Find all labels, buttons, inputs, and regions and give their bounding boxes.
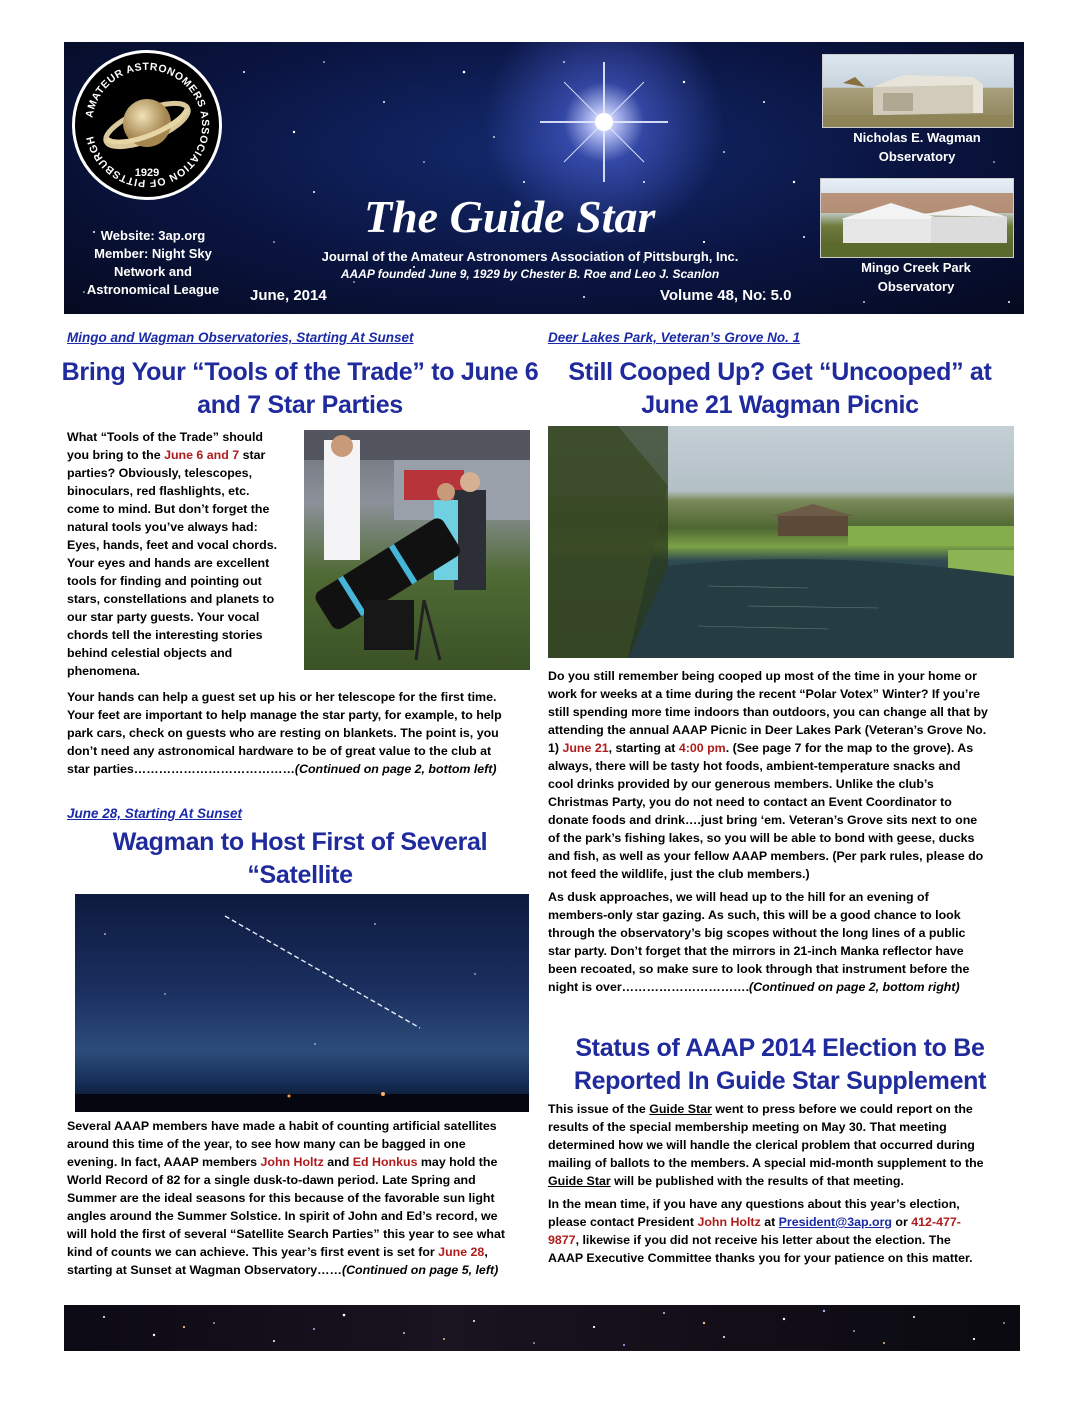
text-line bbox=[548, 1100, 1020, 1118]
text-span: may hold the bbox=[417, 1155, 498, 1169]
text-line: around this time of the year, to see how many can be bagged in one bbox=[67, 1137, 466, 1151]
text-line: World Record of 82 for a single dusk-to-dawn period. Late Spring and bbox=[67, 1173, 476, 1187]
article4-headline bbox=[540, 1032, 1020, 1098]
text-line bbox=[548, 739, 1020, 757]
event-date: June 28 bbox=[438, 1245, 485, 1259]
headline-line: June 21 Wagman Picnic bbox=[641, 391, 919, 419]
text-line: always, there will be tasty hot foods, ambient-temperature snacks and bbox=[548, 759, 961, 773]
text-line: attending the annual AAAP Picnic in Deer Lakes Park (Veteran’s Grove No. bbox=[548, 723, 987, 737]
text-span: please contact President bbox=[548, 1215, 698, 1229]
caption-line: Nicholas E. Wagman bbox=[853, 130, 981, 145]
text-span: and bbox=[323, 1155, 353, 1169]
text-line: Christmas Party, you do not need to contact an Event Coordinator to bbox=[548, 795, 952, 809]
caption-line: Observatory bbox=[877, 279, 955, 294]
aaap-logo bbox=[72, 50, 222, 200]
text-line: Several AAAP members have made a habit of counting artificial satellites bbox=[67, 1119, 497, 1133]
headline-line: and 7 Star Parties bbox=[197, 391, 403, 419]
text-line: stars, constellations and planets to bbox=[67, 592, 275, 606]
text-span: you bring to the bbox=[67, 448, 165, 462]
headline-line: Wagman to Host First of Several “Satellite bbox=[112, 828, 488, 889]
text-line: What “Tools of the Trade” should bbox=[67, 430, 263, 444]
footer-starfield-banner bbox=[64, 1305, 1020, 1351]
text-span: , bbox=[484, 1245, 488, 1259]
continued-link[interactable]: (Continued on page 2, bottom right) bbox=[749, 980, 960, 994]
article2-kicker: June 28, Starting At Sunset bbox=[67, 806, 243, 821]
text-line: Summer are the ideal seasons for this because of the favorable sun light bbox=[67, 1191, 495, 1205]
text-line: Your hands can help a guest set up his or her telescope for the first time. bbox=[67, 690, 497, 704]
text-span: . (See page 7 for the map to the grove). As bbox=[725, 741, 974, 755]
issue-date: June, 2014 bbox=[250, 287, 327, 304]
phone-number: 412-477- bbox=[911, 1215, 961, 1229]
text-line: As dusk approaches, we will head up to the hill for an evening of bbox=[548, 890, 929, 904]
text-line: been recoated, so make sure to look through that instrument before the bbox=[548, 962, 970, 976]
article1-kicker: Mingo and Wagman Observatories, Starting At Sunset bbox=[67, 330, 414, 345]
satellite-trail-photo bbox=[75, 894, 529, 1112]
article1-headline bbox=[60, 356, 540, 422]
member-line: Network and bbox=[113, 264, 192, 279]
text-line: park cars, check on guests who are resting on blankets. The point is, you bbox=[67, 726, 499, 740]
text-span: at bbox=[760, 1215, 779, 1229]
mingo-observatory-photo bbox=[820, 178, 1014, 258]
newsletter-subtitle: Journal of the Amateur Astronomers Association of Pittsburgh, Inc. bbox=[321, 249, 739, 264]
member-line: Member: Night Sky bbox=[94, 246, 212, 261]
text-span: , starting at bbox=[608, 741, 679, 755]
headline-line: Status of AAAP 2014 Election to Be bbox=[575, 1034, 985, 1062]
text-line: Your eyes and hands are excellent bbox=[67, 556, 270, 570]
picnic-date: June 21 bbox=[562, 741, 609, 755]
mingo-caption bbox=[820, 258, 1012, 296]
text-line: binoculars, red flashlights, etc. bbox=[67, 484, 250, 498]
text-span: night is over…………………………. bbox=[548, 980, 750, 994]
text-line: behind celestial objects and bbox=[67, 646, 233, 660]
text-line: Do you still remember being cooped up most of the time in your home or bbox=[548, 669, 977, 683]
founded-line: AAAP founded June 9, 1929 by Chester B. Roe and Leo J. Scanlon bbox=[340, 267, 720, 281]
newsletter-title: The Guide Star bbox=[364, 191, 656, 242]
article2-body bbox=[67, 1117, 537, 1279]
text-line bbox=[67, 760, 537, 778]
issue-volume: Volume 48, No. 5.0 bbox=[660, 287, 792, 304]
text-line: still spending more time indoors than outdoors, you can change all that by bbox=[548, 705, 988, 719]
member-block bbox=[78, 245, 228, 299]
article1-body bbox=[67, 688, 537, 778]
text-line: not feed the wildlife, just the club members.) bbox=[548, 867, 810, 881]
text-line: star party. Don’t forget that the mirrors in 21-inch Manka reflector have bbox=[548, 944, 964, 958]
wagman-caption bbox=[822, 128, 1012, 166]
text-line: through the observatory’s big scopes without the long lines of a public bbox=[548, 926, 966, 940]
text-line: angles around the Summer Solstice. In spirit of John and Ed’s record, we bbox=[67, 1209, 498, 1223]
masthead-banner bbox=[64, 42, 1024, 314]
text-line: AAAP Executive Committee thanks you for your patience on this matter. bbox=[548, 1251, 973, 1265]
text-span: star parties………………………………… bbox=[67, 762, 295, 776]
guide-star-ref: Guide Star bbox=[548, 1174, 611, 1188]
headline-line: Still Cooped Up? Get “Uncooped” at bbox=[568, 358, 992, 386]
text-line: chords tell the interesting stories bbox=[67, 628, 263, 642]
continued-link[interactable]: (Continued on page 2, bottom left) bbox=[294, 762, 497, 776]
text-line: Eyes, hands, feet and vocal chords. bbox=[67, 538, 278, 552]
article4-body bbox=[548, 1100, 1020, 1267]
article3-headline bbox=[540, 356, 1020, 422]
text-line bbox=[548, 978, 1020, 996]
text-line bbox=[548, 1172, 1020, 1190]
article1-intro bbox=[67, 428, 295, 680]
text-line: parties? Obviously, telescopes, bbox=[67, 466, 253, 480]
headline-line: Bring Your “Tools of the Trade” to June 6 bbox=[61, 358, 539, 386]
deer-lakes-photo bbox=[548, 426, 1014, 658]
text-line: mailing of ballots to the members. A special mid-month supplement to the bbox=[548, 1156, 984, 1170]
text-line bbox=[67, 1153, 537, 1171]
text-span: or bbox=[891, 1215, 912, 1229]
president-email-link[interactable]: President@3ap.org bbox=[778, 1215, 892, 1229]
text-span: kind of counts we can achieve. This year’s first event is set for bbox=[67, 1245, 439, 1259]
svg-text:AMATEUR ASTRONOMERS ASSOCIATIO: AMATEUR ASTRONOMERS ASSOCIATION OF PITTSBURGH bbox=[83, 60, 212, 190]
text-line: our star party guests. Your vocal bbox=[67, 610, 260, 624]
text-span: star bbox=[239, 448, 266, 462]
text-line: will hold the first of several “Satellite Search Parties” this year to see what bbox=[67, 1227, 505, 1241]
wagman-observatory-photo bbox=[822, 54, 1014, 128]
phone-number: 9877 bbox=[548, 1233, 576, 1247]
text-line: determined how we will handle the clerical problem that occurred during bbox=[548, 1138, 975, 1152]
guide-star-ref: Guide Star bbox=[649, 1102, 712, 1116]
text-line: come to mind. But don’t forget the bbox=[67, 502, 270, 516]
text-span: will be published with the results of that meeting. bbox=[610, 1174, 904, 1188]
caption-line: Observatory bbox=[878, 149, 956, 164]
text-line: phenomena. bbox=[67, 664, 140, 678]
picnic-time: 4:00 pm bbox=[678, 741, 726, 755]
text-line: members-only star gazing. As such, this will be a good chance to look bbox=[548, 908, 961, 922]
text-line: Your feet are important to help manage the star party, for example, to help bbox=[67, 708, 502, 722]
member-line: Astronomical League bbox=[86, 282, 220, 297]
president-name: John Holtz bbox=[697, 1215, 761, 1229]
text-line: results of the special membership meeting on May 30. That meeting bbox=[548, 1120, 947, 1134]
text-line: tools for finding and pointing out bbox=[67, 574, 262, 588]
text-line: don’t need any astronomical hardware to be of great value to the club at bbox=[67, 744, 492, 758]
member-name: John Holtz bbox=[260, 1155, 324, 1169]
svg-text:1929: 1929 bbox=[134, 167, 160, 179]
continued-link[interactable]: (Continued on page 5, left) bbox=[341, 1263, 499, 1277]
saturn-icon bbox=[75, 53, 219, 197]
article3-kicker: Deer Lakes Park, Veteran’s Grove No. 1 bbox=[548, 330, 801, 345]
member-name: Ed Honkus bbox=[352, 1155, 418, 1169]
text-line: and fish, as well as your fellow AAAP members. (Per park rules, please do bbox=[548, 849, 984, 863]
text-span: This issue of the bbox=[548, 1102, 650, 1116]
text-line: of the park’s fishing lakes, so you will be able to bond with geese, ducks bbox=[548, 831, 975, 845]
text-line bbox=[67, 1243, 537, 1261]
text-line: cool drinks provided by our generous members. Unlike the club’s bbox=[548, 777, 934, 791]
website-label: Website: 3ap.org bbox=[100, 228, 206, 243]
article3-body bbox=[548, 667, 1020, 996]
text-line: natural tools you’ve always had: bbox=[67, 520, 258, 534]
caption-line: Mingo Creek Park bbox=[861, 260, 971, 275]
text-line: work for weeks at a time during the recent “Polar Votex” Winter? If you’re bbox=[548, 687, 981, 701]
headline-line: Reported In Guide Star Supplement bbox=[573, 1067, 987, 1095]
text-line bbox=[548, 1231, 1020, 1249]
text-line bbox=[67, 1261, 537, 1279]
text-line bbox=[548, 1213, 1020, 1231]
text-span: , likewise if you did not receive his letter about the election. The bbox=[575, 1233, 951, 1247]
text-span: starting at Sunset at Wagman Observatory…… bbox=[67, 1263, 342, 1277]
star-party-dates: June 6 and 7 bbox=[164, 448, 240, 462]
text-span: evening. In fact, AAAP members bbox=[67, 1155, 261, 1169]
text-line: In the mean time, if you have any questions about this year’s election, bbox=[548, 1197, 960, 1211]
text-line bbox=[67, 446, 295, 464]
text-span: 1) bbox=[548, 741, 563, 755]
text-line: donate foods and drink….just bring ‘em. Veteran’s Grove sits next to one bbox=[548, 813, 978, 827]
star-party-photo bbox=[304, 430, 530, 670]
text-span: went to press before we could report on the bbox=[711, 1102, 973, 1116]
